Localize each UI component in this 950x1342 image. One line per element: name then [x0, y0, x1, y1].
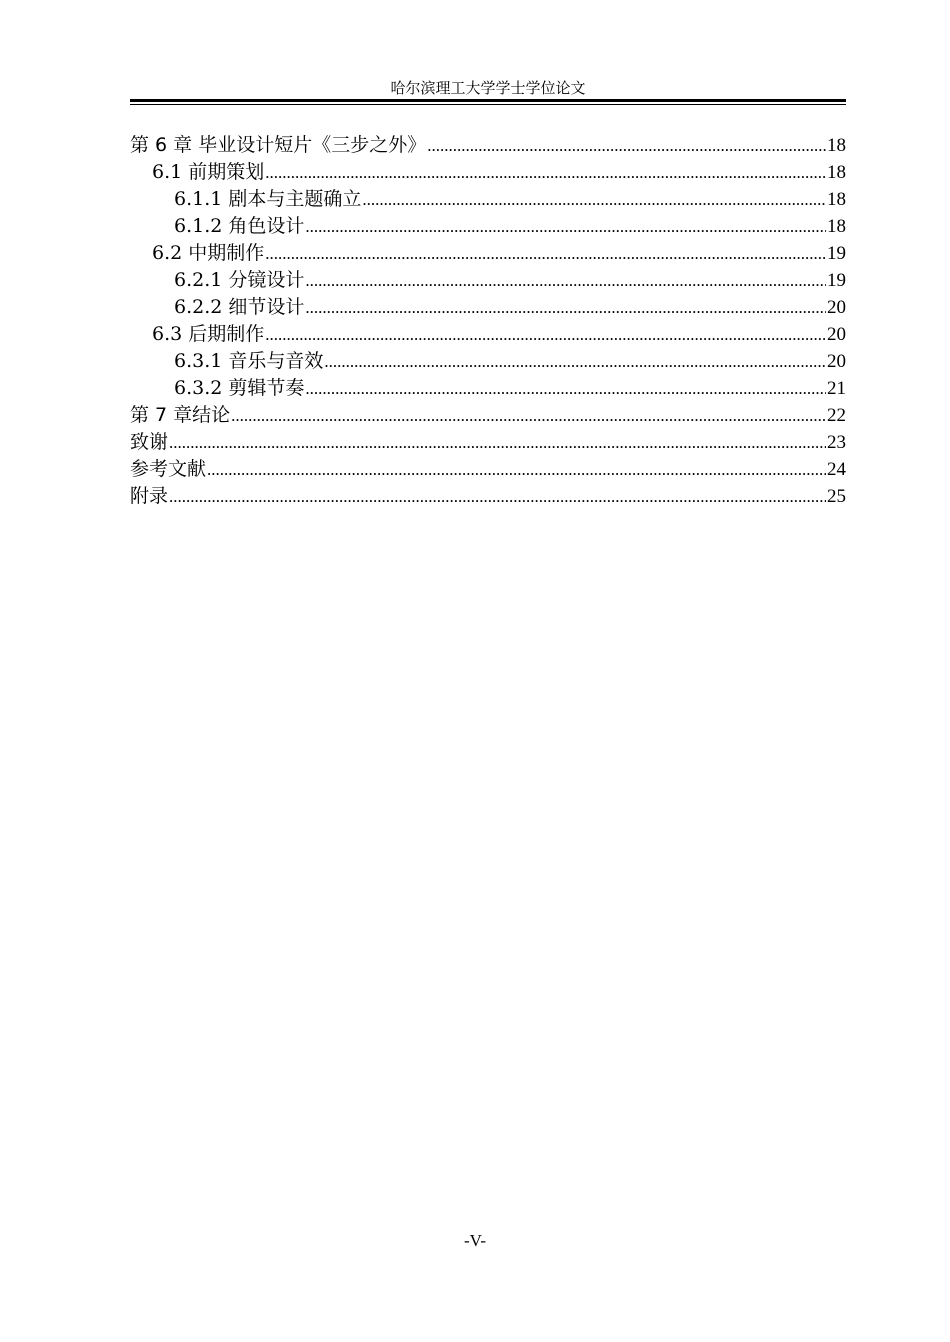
toc-entry-page: 20	[827, 351, 846, 372]
toc-dot-leader	[265, 240, 826, 267]
toc-entry[interactable]	[130, 213, 846, 240]
toc-dot-leader	[427, 132, 826, 159]
toc-entry-page: 22	[827, 405, 846, 426]
toc-dot-leader	[265, 321, 826, 348]
toc-entry-page: 19	[827, 270, 846, 291]
toc-dot-leader	[305, 213, 826, 240]
toc-entry-page: 18	[827, 216, 846, 237]
toc-dot-leader	[324, 348, 826, 375]
toc-dot-leader	[362, 186, 826, 213]
toc-entry[interactable]	[130, 456, 846, 483]
toc-entry[interactable]	[130, 240, 846, 267]
toc-entry[interactable]	[130, 159, 846, 186]
toc-entry-page: 20	[827, 297, 846, 318]
toc-entry-page: 18	[827, 135, 846, 156]
toc-entry-title: 6.3 后期制作	[152, 323, 265, 345]
toc-dot-leader	[231, 402, 826, 429]
toc-entry[interactable]	[130, 294, 846, 321]
toc-entry-page: 25	[827, 486, 846, 507]
toc-entry[interactable]	[130, 429, 846, 456]
toc-dot-leader	[169, 483, 826, 510]
toc-entry-page: 23	[827, 432, 846, 453]
toc-entry-title: 6.1 前期策划	[152, 161, 265, 183]
toc-entry[interactable]	[130, 321, 846, 348]
toc-entry-page: 20	[827, 324, 846, 345]
toc-dot-leader	[265, 159, 826, 186]
toc-dot-leader	[305, 267, 826, 294]
toc-entry-title: 6.1.1 剧本与主题确立	[174, 188, 362, 210]
toc-entry-page: 21	[827, 378, 846, 399]
toc-entry-title: 6.2.1 分镜设计	[174, 269, 305, 291]
header-rule-thick	[130, 99, 846, 102]
toc-entry[interactable]	[130, 186, 846, 213]
toc-entry[interactable]	[130, 132, 846, 159]
toc-entry-title: 6.1.2 角色设计	[174, 215, 305, 237]
toc-entry[interactable]	[130, 375, 846, 402]
toc-entry-page: 19	[827, 243, 846, 264]
toc-entry-title: 第 7 章结论	[130, 404, 231, 426]
toc-entry-page: 18	[827, 162, 846, 183]
toc-entry-title: 致谢	[130, 431, 169, 453]
toc-entry[interactable]	[130, 402, 846, 429]
toc-entry-title: 6.2 中期制作	[152, 242, 265, 264]
header-rule-thin	[130, 104, 846, 105]
table-of-contents	[130, 132, 846, 510]
page-header-title: 哈尔滨理工大学学士学位论文	[390, 79, 586, 97]
toc-entry-title: 6.3.1 音乐与音效	[174, 350, 324, 372]
toc-entry-title: 附录	[130, 485, 169, 507]
toc-entry[interactable]	[130, 483, 846, 510]
toc-entry-page: 24	[827, 459, 846, 480]
toc-dot-leader	[305, 294, 826, 321]
toc-entry-title: 参考文献	[130, 458, 207, 480]
toc-entry-page: 18	[827, 189, 846, 210]
toc-dot-leader	[169, 429, 826, 456]
toc-entry-title: 6.3.2 剪辑节奏	[174, 377, 305, 399]
toc-dot-leader	[305, 375, 826, 402]
page-number: -V-	[463, 1231, 487, 1250]
toc-entry-title: 第 6 章 毕业设计短片《三步之外》	[130, 134, 427, 156]
toc-dot-leader	[207, 456, 826, 483]
toc-entry[interactable]	[130, 348, 846, 375]
toc-entry-title: 6.2.2 细节设计	[174, 296, 305, 318]
toc-entry[interactable]	[130, 267, 846, 294]
